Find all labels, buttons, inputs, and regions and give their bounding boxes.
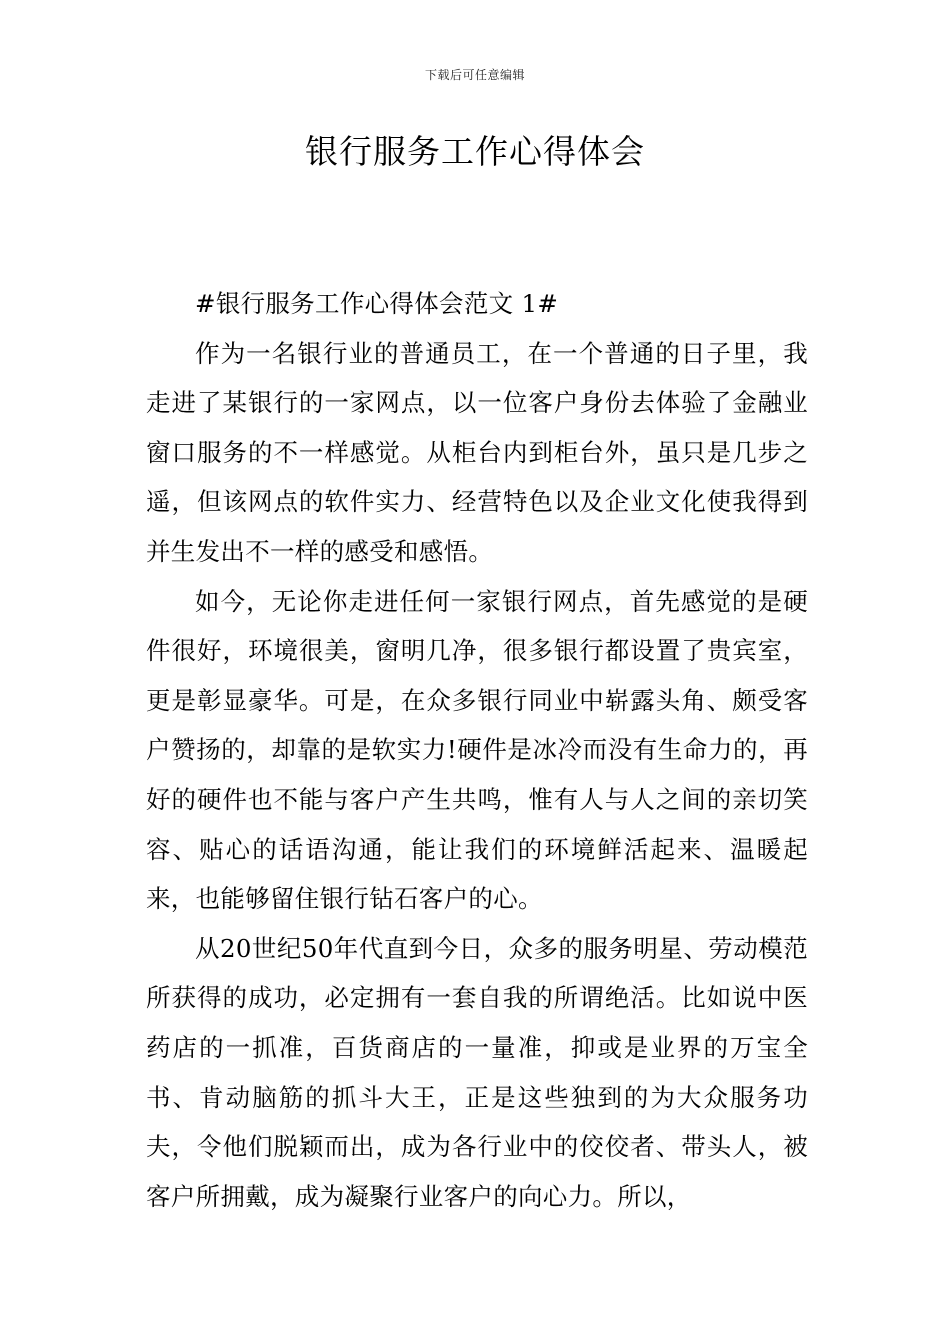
paragraph-3: 从20世纪50年代直到今日，众多的服务明星、劳动模范所获得的成功，必定拥有一套自我的所谓绝活。比如说中医药店的一抓准，百货商店的一量准，抑或是业界的万宝全书、肯动脑筋的抓斗大王，正是这些独到的为大众服务功夫，令他们脱颖而出，成为各行业中的佼佼者、带头人，被客户所拥戴，成为凝聚行业客户的向心力。所以，: [146, 933, 808, 1211]
document-body: [146, 279, 808, 1221]
section-heading: #银行服务工作心得体会范文 1#: [195, 289, 559, 318]
paragraph-1: 作为一名银行业的普通员工，在一个普通的日子里，我走进了某银行的一家网点，以一位客户身份去体验了金融业窗口服务的不一样感觉。从柜台内到柜台外，虽只是几步之遥，但该网点的软件实力、经营特色以及企业文化使我得到并生发出不一样的感受和感悟。: [146, 338, 808, 566]
document-title: 银行服务工作心得体会: [305, 132, 645, 171]
header-note: 下载后可任意编辑: [424, 68, 525, 82]
paragraph-2: 如今，无论你走进任何一家银行网点，首先感觉的是硬件很好，环境很美，窗明几净，很多银行都设置了贵宾室，更是彰显豪华。可是，在众多银行同业中崭露头角、颇受客户赞扬的，却靠的是软实力!硬件是冰冷而没有生命力的，再好的硬件也不能与客户产生共鸣，惟有人与人之间的亲切笑容、贴心的话语沟通，能让我们的环境鲜活起来、温暖起来，也能够留住银行钻石客户的心。: [146, 586, 808, 914]
